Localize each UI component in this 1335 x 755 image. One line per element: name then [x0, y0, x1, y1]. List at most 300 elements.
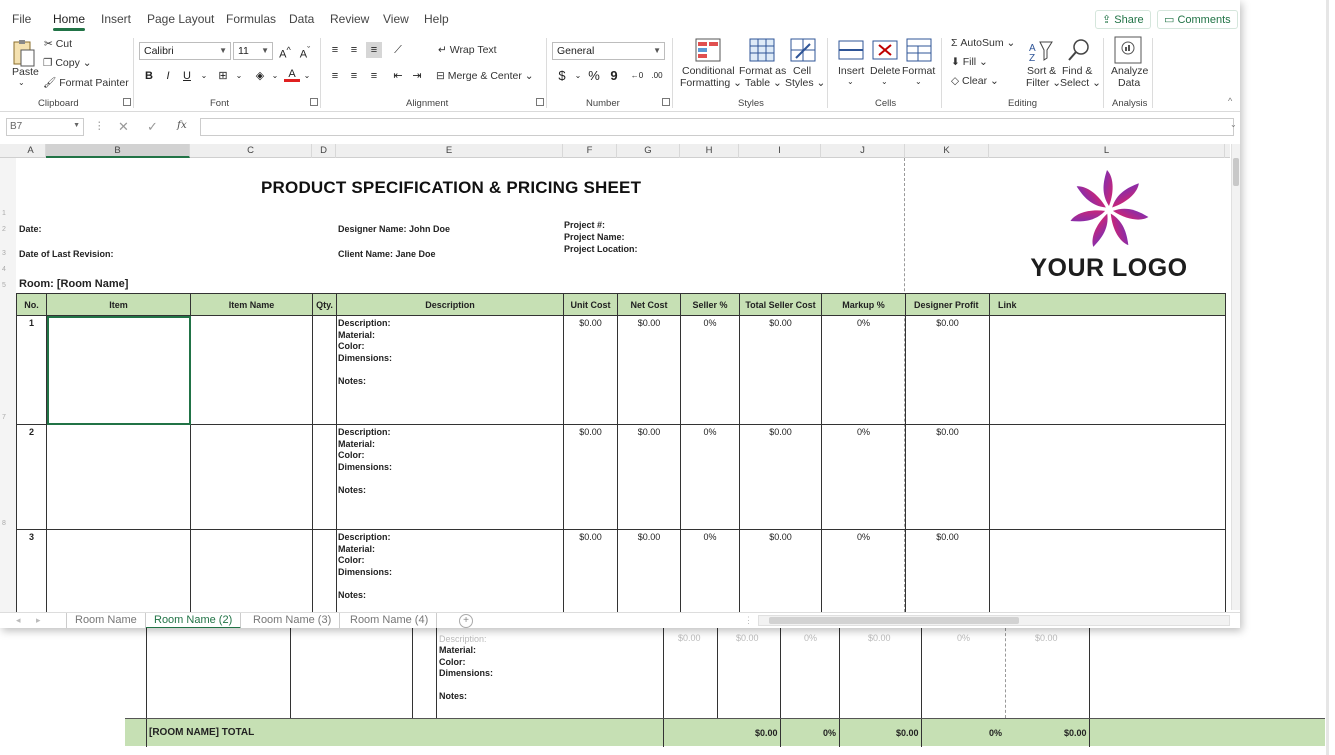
scissors-icon: ✂ — [44, 38, 56, 50]
tab-view[interactable]: View — [383, 12, 409, 26]
desc-notes-label: Notes: — [338, 589, 367, 600]
wrap-text-icon: ↵ — [438, 44, 450, 56]
format-painter-button[interactable] — [43, 76, 129, 89]
horizontal-scrollbar[interactable] — [758, 615, 1230, 626]
clear-label: Clear — [962, 75, 988, 87]
svg-text:A: A — [1029, 43, 1036, 54]
item-cell[interactable] — [47, 425, 191, 530]
number-group-label: Number — [586, 98, 620, 109]
expand-formula-bar-icon[interactable]: ⌄ — [1230, 120, 1237, 129]
divider — [1152, 38, 1153, 108]
merge-center-label: Merge & Center — [447, 70, 522, 82]
more-icon: ⋮ — [744, 615, 753, 625]
find-select-label2: Select — [1060, 77, 1090, 89]
header-qty[interactable]: Qty. — [313, 294, 337, 316]
sheet-tab[interactable]: Room Name — [66, 613, 146, 628]
net-cost-cell[interactable]: $0.00 — [618, 530, 681, 613]
header-total-seller-cost[interactable]: Total Seller Cost — [740, 294, 822, 316]
desc-color-label: Color: — [338, 555, 365, 565]
tab-file[interactable]: File — [12, 12, 32, 26]
decrease-decimal-icon[interactable]: .00 — [651, 71, 663, 80]
paste-dropdown-chevron-icon[interactable]: ⌄ — [18, 78, 25, 87]
column-header[interactable]: L — [989, 144, 1225, 158]
increase-font-icon[interactable]: A^ — [279, 45, 291, 61]
header-unit-cost[interactable]: Unit Cost — [564, 294, 618, 316]
divider — [672, 38, 673, 108]
merge-icon: ⊟ — [436, 70, 448, 82]
chevron-down-icon[interactable]: ⌄ — [200, 71, 208, 80]
spacer — [338, 473, 563, 485]
bg-faint-value: 0% — [957, 633, 971, 643]
bg-faint-value: $0.00 — [736, 633, 759, 643]
unit-cost-cell[interactable]: $0.00 — [564, 530, 618, 613]
chevron-down-icon: ▼ — [653, 46, 661, 55]
bg-gridline — [290, 628, 291, 718]
borders-icon[interactable]: ⊞ — [218, 70, 228, 82]
prev-sheet-icon[interactable]: ◂ — [16, 615, 21, 625]
chevron-down-icon: ⌄ — [1049, 77, 1062, 89]
column-header[interactable]: C — [190, 144, 312, 158]
total-seller-percent: 0% — [823, 728, 837, 738]
bg-gridline — [921, 719, 922, 747]
revision-date-label: Date of Last Revision: — [19, 249, 114, 259]
room-total-row — [125, 718, 1325, 746]
copy-button[interactable] — [43, 57, 92, 69]
markup-cell[interactable]: 0% — [822, 425, 906, 530]
cell-styles-icon[interactable] — [790, 38, 816, 65]
insert-button[interactable]: Insert — [838, 65, 865, 77]
table-row — [17, 425, 1226, 530]
align-center-icon[interactable]: ≡ — [350, 70, 358, 82]
bg-desc-line: Description: — [439, 634, 487, 644]
bg-gridline — [780, 719, 781, 747]
cell-styles-label: Cell — [793, 65, 812, 77]
confirm-entry-icon[interactable]: ✓ — [147, 119, 158, 134]
chevron-down-icon[interactable]: ⌄ — [235, 71, 243, 80]
copy-icon: ❐ — [43, 57, 56, 69]
tab-help[interactable]: Help — [424, 12, 449, 26]
bg-page-break — [1005, 628, 1006, 718]
scroll-thumb[interactable] — [1233, 158, 1239, 186]
format-as-table-icon[interactable] — [749, 38, 775, 65]
chevron-down-icon: ⌄ — [770, 77, 782, 89]
unit-cost-cell[interactable]: $0.00 — [564, 316, 618, 425]
bg-gridline — [921, 628, 922, 718]
chevron-down-icon: ⌄ — [1089, 77, 1101, 89]
bg-gridline — [839, 628, 840, 718]
bg-desc-line: Material: — [439, 645, 477, 655]
total-markup: 0% — [989, 728, 1003, 738]
desc-material-label: Material: — [338, 329, 376, 340]
chevron-down-icon[interactable]: ⌄ — [303, 71, 311, 80]
formula-bar — [0, 116, 1240, 138]
magnifier-icon[interactable] — [1066, 38, 1092, 65]
project-number-label: Project #: — [564, 220, 606, 230]
row-number[interactable]: 3 — [17, 530, 47, 613]
font-name-select[interactable] — [139, 42, 231, 60]
align-bottom-icon[interactable]: ≡ — [366, 42, 382, 58]
chevron-down-icon: ⌄ — [1003, 37, 1016, 49]
column-header[interactable]: D — [312, 144, 336, 158]
wrap-text-button[interactable] — [438, 44, 497, 56]
sort-filter-icon[interactable] — [1028, 38, 1054, 65]
row-number[interactable]: 2 — [17, 425, 47, 530]
designer-profit-cell[interactable]: $0.00 — [906, 530, 990, 613]
chevron-down-icon: ▼ — [219, 46, 227, 55]
spacer — [338, 364, 563, 376]
bg-gridline — [146, 628, 147, 718]
column-header[interactable]: G — [617, 144, 680, 158]
chevron-down-icon[interactable]: ⌄ — [915, 77, 922, 86]
total-seller-cost-cell[interactable]: $0.00 — [740, 530, 822, 613]
font-name-value: Calibri — [144, 45, 174, 57]
alignment-launcher-icon[interactable] — [536, 98, 544, 106]
desc-dimensions-label: Dimensions: — [338, 352, 393, 363]
qty-cell[interactable] — [313, 316, 337, 425]
item-name-cell[interactable] — [191, 425, 313, 530]
seller-percent-cell[interactable]: 0% — [681, 425, 740, 530]
logo-text: YOUR LOGO — [1030, 254, 1188, 282]
clipboard-group-label: Clipboard — [38, 98, 79, 109]
divider — [941, 38, 942, 108]
svg-text:Z: Z — [1029, 53, 1036, 62]
orientation-icon[interactable]: ⟋ — [394, 44, 402, 56]
row-header-mark: 7 — [2, 414, 6, 421]
chevron-down-icon: ⌄ — [730, 77, 742, 89]
spec-table — [16, 293, 1226, 612]
table-row — [17, 316, 1226, 425]
collapse-ribbon-icon[interactable]: ^ — [1228, 96, 1233, 106]
sort-filter-label: Sort & — [1027, 65, 1057, 77]
total-seller-cost-cell[interactable]: $0.00 — [740, 316, 822, 425]
name-box-value: B7 — [10, 121, 23, 132]
clear-button[interactable] — [951, 75, 999, 87]
number-format-select[interactable] — [552, 42, 665, 60]
find-select-label: Find & — [1062, 65, 1093, 77]
bg-faint-value: 0% — [804, 633, 818, 643]
chevron-down-icon[interactable]: ⌄ — [271, 71, 279, 80]
insert-function-icon[interactable]: fx — [177, 119, 187, 131]
column-header[interactable]: B — [46, 144, 190, 158]
divider — [546, 38, 547, 108]
markup-cell[interactable]: 0% — [822, 316, 906, 425]
divider — [133, 38, 134, 108]
decrease-font-icon[interactable]: $A^ˇ$ — [299, 45, 311, 61]
scroll-thumb[interactable] — [769, 617, 1019, 624]
share-icon: ⇪ — [1102, 14, 1115, 26]
editing-group-label: Editing — [1008, 98, 1038, 109]
italic-button[interactable]: I — [166, 70, 170, 82]
sheet-tab-bar — [0, 612, 1240, 628]
fill-button[interactable] — [951, 56, 988, 68]
decrease-indent-icon[interactable]: ⇤ — [393, 70, 403, 82]
paste-icon — [10, 38, 36, 68]
ribbon — [0, 34, 1240, 112]
row-header-mark: 3 — [2, 250, 6, 257]
cut-button[interactable] — [44, 38, 72, 50]
tab-home[interactable]: Home — [53, 12, 86, 26]
autosum-button[interactable] — [951, 37, 1015, 49]
clipboard-launcher-icon[interactable] — [123, 98, 131, 106]
chevron-down-icon: ⌄ — [813, 77, 826, 89]
comma-button[interactable]: 9 — [610, 68, 618, 83]
spacer — [338, 578, 563, 590]
desc-material-label: Material: — [338, 543, 376, 554]
total-designer-profit: $0.00 — [1064, 728, 1087, 738]
align-top-icon[interactable]: ≡ — [331, 44, 339, 56]
item-name-cell[interactable] — [191, 530, 313, 613]
tab-insert[interactable]: Insert — [101, 12, 132, 26]
sheet-tab-active[interactable]: Room Name (2) — [146, 613, 241, 628]
column-header[interactable]: K — [905, 144, 989, 158]
divider — [1103, 38, 1104, 108]
link-cell[interactable] — [990, 530, 1226, 613]
bg-desc-line: Notes: — [439, 691, 468, 701]
flower-logo-icon — [1019, 168, 1199, 258]
divider — [320, 38, 321, 108]
room-total-label: [ROOM NAME] TOTAL — [149, 727, 255, 738]
total-seller-cost: $0.00 — [896, 728, 919, 738]
font-group-label: Font — [210, 98, 230, 109]
seller-percent-cell[interactable]: 0% — [681, 530, 740, 613]
font-launcher-icon[interactable] — [310, 98, 318, 106]
header-seller-percent[interactable]: Seller % — [681, 294, 740, 316]
align-middle-icon[interactable]: ≡ — [350, 44, 358, 56]
desc-color-label: Color: — [338, 341, 365, 351]
qty-cell[interactable] — [313, 530, 337, 613]
bg-gridline — [839, 719, 840, 747]
row-header-mark: 2 — [2, 226, 6, 233]
header-no[interactable]: No. — [17, 294, 47, 316]
sheet-tab[interactable]: Room Name (4) — [342, 613, 437, 628]
styles-group-label: Styles — [738, 98, 764, 109]
bg-gridline — [780, 628, 781, 718]
desc-description-label: Description: — [338, 532, 391, 542]
fill-label: Fill — [962, 56, 977, 68]
conditional-formatting-icon[interactable] — [695, 38, 721, 65]
more-icon: ⋮ — [94, 120, 105, 132]
column-header[interactable]: A — [16, 144, 46, 158]
percent-button[interactable]: % — [588, 68, 600, 83]
header-description[interactable]: Description — [337, 294, 564, 316]
increase-indent-icon[interactable]: ⇥ — [412, 70, 422, 82]
analyze-data-label2: Data — [1118, 77, 1141, 89]
number-launcher-icon[interactable] — [662, 98, 670, 106]
chevron-down-icon: ▼ — [73, 122, 80, 129]
header-item[interactable]: Item — [47, 294, 191, 316]
analyze-data-button[interactable]: Analyze — [1111, 65, 1149, 77]
column-header[interactable]: E — [336, 144, 563, 158]
total-net-cost: $0.00 — [755, 728, 778, 738]
underline-button[interactable]: U — [183, 70, 191, 82]
paste-label: Paste — [12, 66, 39, 78]
merge-center-button[interactable] — [436, 70, 534, 82]
comments-button[interactable] — [1157, 10, 1238, 29]
table-row — [17, 530, 1226, 613]
tab-data[interactable]: Data — [289, 12, 315, 26]
copy-label: Copy — [55, 57, 80, 69]
date-label: Date: — [19, 224, 42, 234]
find-select-button[interactable] — [1060, 77, 1101, 89]
item-cell[interactable] — [47, 316, 191, 425]
tab-formulas[interactable]: Formulas — [226, 12, 277, 26]
description-cell[interactable] — [337, 425, 564, 530]
row-number[interactable]: 1 — [17, 316, 47, 425]
net-cost-cell[interactable]: $0.00 — [618, 316, 681, 425]
chevron-down-icon: ⌄ — [987, 75, 999, 87]
autosum-label: AutoSum — [960, 37, 1004, 49]
name-box[interactable] — [6, 118, 84, 136]
bg-gridline — [436, 628, 437, 718]
wrap-text-label: Wrap Text — [449, 44, 497, 56]
sort-filter-button[interactable] — [1026, 77, 1061, 89]
vertical-scrollbar[interactable] — [1231, 144, 1240, 610]
header-designer-profit[interactable]: Designer Profit — [906, 294, 990, 316]
font-size-value: 11 — [238, 45, 249, 57]
column-header[interactable]: F — [563, 144, 617, 158]
chevron-down-icon[interactable]: ⌄ — [881, 77, 888, 86]
currency-button[interactable]: $ — [558, 68, 566, 83]
bg-gridline — [412, 628, 413, 718]
unit-cost-cell[interactable]: $0.00 — [564, 425, 618, 530]
header-link[interactable]: Link — [990, 294, 1226, 316]
header-markup[interactable]: Markup % — [822, 294, 906, 316]
align-left-icon[interactable]: ≡ — [331, 70, 339, 82]
item-name-cell[interactable] — [191, 316, 313, 425]
designer-profit-cell[interactable]: $0.00 — [906, 316, 990, 425]
markup-cell[interactable]: 0% — [822, 530, 906, 613]
format-as-table-button[interactable] — [745, 77, 782, 89]
next-sheet-icon[interactable]: ▸ — [36, 615, 41, 625]
table-header-row — [17, 294, 1226, 316]
row-header-mark: 4 — [2, 266, 6, 273]
bg-gridline — [717, 628, 718, 718]
sheet-tab[interactable]: Room Name (3) — [245, 613, 340, 628]
add-sheet-icon[interactable]: + — [459, 614, 473, 628]
link-cell[interactable] — [990, 316, 1226, 425]
font-size-select[interactable] — [233, 42, 273, 60]
bold-button[interactable]: B — [145, 70, 153, 82]
project-name-label: Project Name: — [564, 232, 625, 242]
desc-notes-label: Notes: — [338, 375, 367, 386]
desc-color-label: Color: — [338, 450, 365, 460]
delete-cells-icon[interactable] — [872, 38, 898, 65]
description-cell[interactable] — [337, 316, 564, 425]
analysis-group-label: Analysis — [1112, 98, 1148, 109]
sort-filter-label2: Filter — [1026, 77, 1050, 89]
cut-label: Cut — [55, 38, 73, 50]
item-cell[interactable] — [47, 530, 191, 613]
analyze-data-icon[interactable] — [1114, 36, 1142, 67]
brush-icon: 🖌 — [43, 77, 60, 89]
row-header-mark: 8 — [2, 520, 6, 527]
formula-input[interactable] — [200, 118, 1234, 136]
increase-decimal-icon[interactable]: ←0 — [630, 71, 644, 80]
tab-page-layout[interactable]: Page Layout — [147, 12, 215, 26]
cell-styles-button[interactable] — [785, 77, 825, 89]
cells-group-label: Cells — [875, 98, 897, 109]
row-header-mark: 1 — [2, 210, 6, 217]
alignment-group-label: Alignment — [406, 98, 449, 109]
bg-faint-value: $0.00 — [868, 633, 891, 643]
chevron-down-icon: ⌄ — [976, 56, 988, 68]
bg-gridline — [1089, 628, 1090, 718]
designer-profit-cell[interactable]: $0.00 — [906, 425, 990, 530]
menu-bar — [0, 0, 1240, 34]
bg-faint-value: $0.00 — [1035, 633, 1058, 643]
align-right-icon[interactable]: ≡ — [370, 70, 378, 82]
insert-cells-icon[interactable] — [838, 38, 864, 65]
eraser-icon: ◇ — [951, 75, 962, 87]
net-cost-cell[interactable]: $0.00 — [618, 425, 681, 530]
header-item-name[interactable]: Item Name — [191, 294, 313, 316]
comment-icon: ▭ — [1164, 14, 1178, 26]
link-cell[interactable] — [990, 425, 1226, 530]
chevron-down-icon: ⌄ — [521, 70, 534, 82]
bg-gridline — [1089, 719, 1090, 747]
seller-percent-cell[interactable]: 0% — [681, 316, 740, 425]
column-header[interactable]: J — [821, 144, 905, 158]
description-cell[interactable] — [337, 530, 564, 613]
comments-label: Comments — [1177, 14, 1231, 26]
share-button[interactable] — [1095, 10, 1151, 29]
conditional-formatting-label: Conditional — [682, 65, 735, 77]
chevron-down-icon[interactable]: ⌄ — [847, 77, 854, 86]
cancel-entry-icon[interactable]: ✕ — [118, 119, 129, 134]
delete-button[interactable]: Delete — [870, 65, 901, 77]
tab-review[interactable]: Review — [330, 12, 370, 26]
qty-cell[interactable] — [313, 425, 337, 530]
fill-color-icon[interactable]: ◈ — [255, 70, 265, 82]
chevron-down-icon: ⌄ — [79, 57, 92, 69]
desc-dimensions-label: Dimensions: — [338, 461, 393, 472]
bg-desc-line: Dimensions: — [439, 668, 494, 678]
total-seller-cost-cell[interactable]: $0.00 — [740, 425, 822, 530]
right-edge — [1326, 0, 1329, 755]
format-cells-icon[interactable] — [906, 38, 932, 65]
bg-desc-line: Color: — [439, 657, 466, 667]
project-location-label: Project Location: — [564, 244, 638, 254]
format-button[interactable]: Format — [902, 65, 936, 77]
worksheet[interactable] — [16, 158, 1230, 612]
format-painter-label: Format Painter — [59, 77, 129, 89]
chevron-down-icon: ▼ — [261, 46, 269, 55]
row-headers — [0, 158, 16, 612]
column-header[interactable]: H — [680, 144, 739, 158]
format-as-table-label: Format as — [739, 65, 787, 77]
desc-notes-label: Notes: — [338, 484, 367, 495]
client-name: Client Name: Jane Doe — [338, 249, 436, 259]
sheet-title: PRODUCT SPECIFICATION & PRICING SHEET — [261, 178, 642, 197]
share-label: Share — [1114, 14, 1144, 26]
desc-description-label: Description: — [338, 427, 391, 437]
desc-material-label: Material: — [338, 438, 376, 449]
bg-gridline — [146, 719, 147, 747]
bg-faint-value: $0.00 — [678, 633, 701, 643]
divider — [827, 38, 828, 108]
conditional-formatting-button[interactable] — [680, 77, 742, 89]
header-net-cost[interactable]: Net Cost — [618, 294, 681, 316]
desc-dimensions-label: Dimensions: — [338, 566, 393, 577]
room-name: Room: [Room Name] — [19, 278, 129, 290]
designer-name: Designer Name: John Doe — [338, 224, 451, 234]
column-header[interactable]: I — [739, 144, 821, 158]
chevron-down-icon[interactable]: ⌄ — [574, 71, 582, 80]
sigma-icon: Σ — [951, 37, 961, 49]
bg-gridline — [663, 628, 664, 718]
font-color-icon[interactable]: A — [284, 66, 300, 82]
conditional-formatting-label2: Formatting — [680, 77, 731, 89]
